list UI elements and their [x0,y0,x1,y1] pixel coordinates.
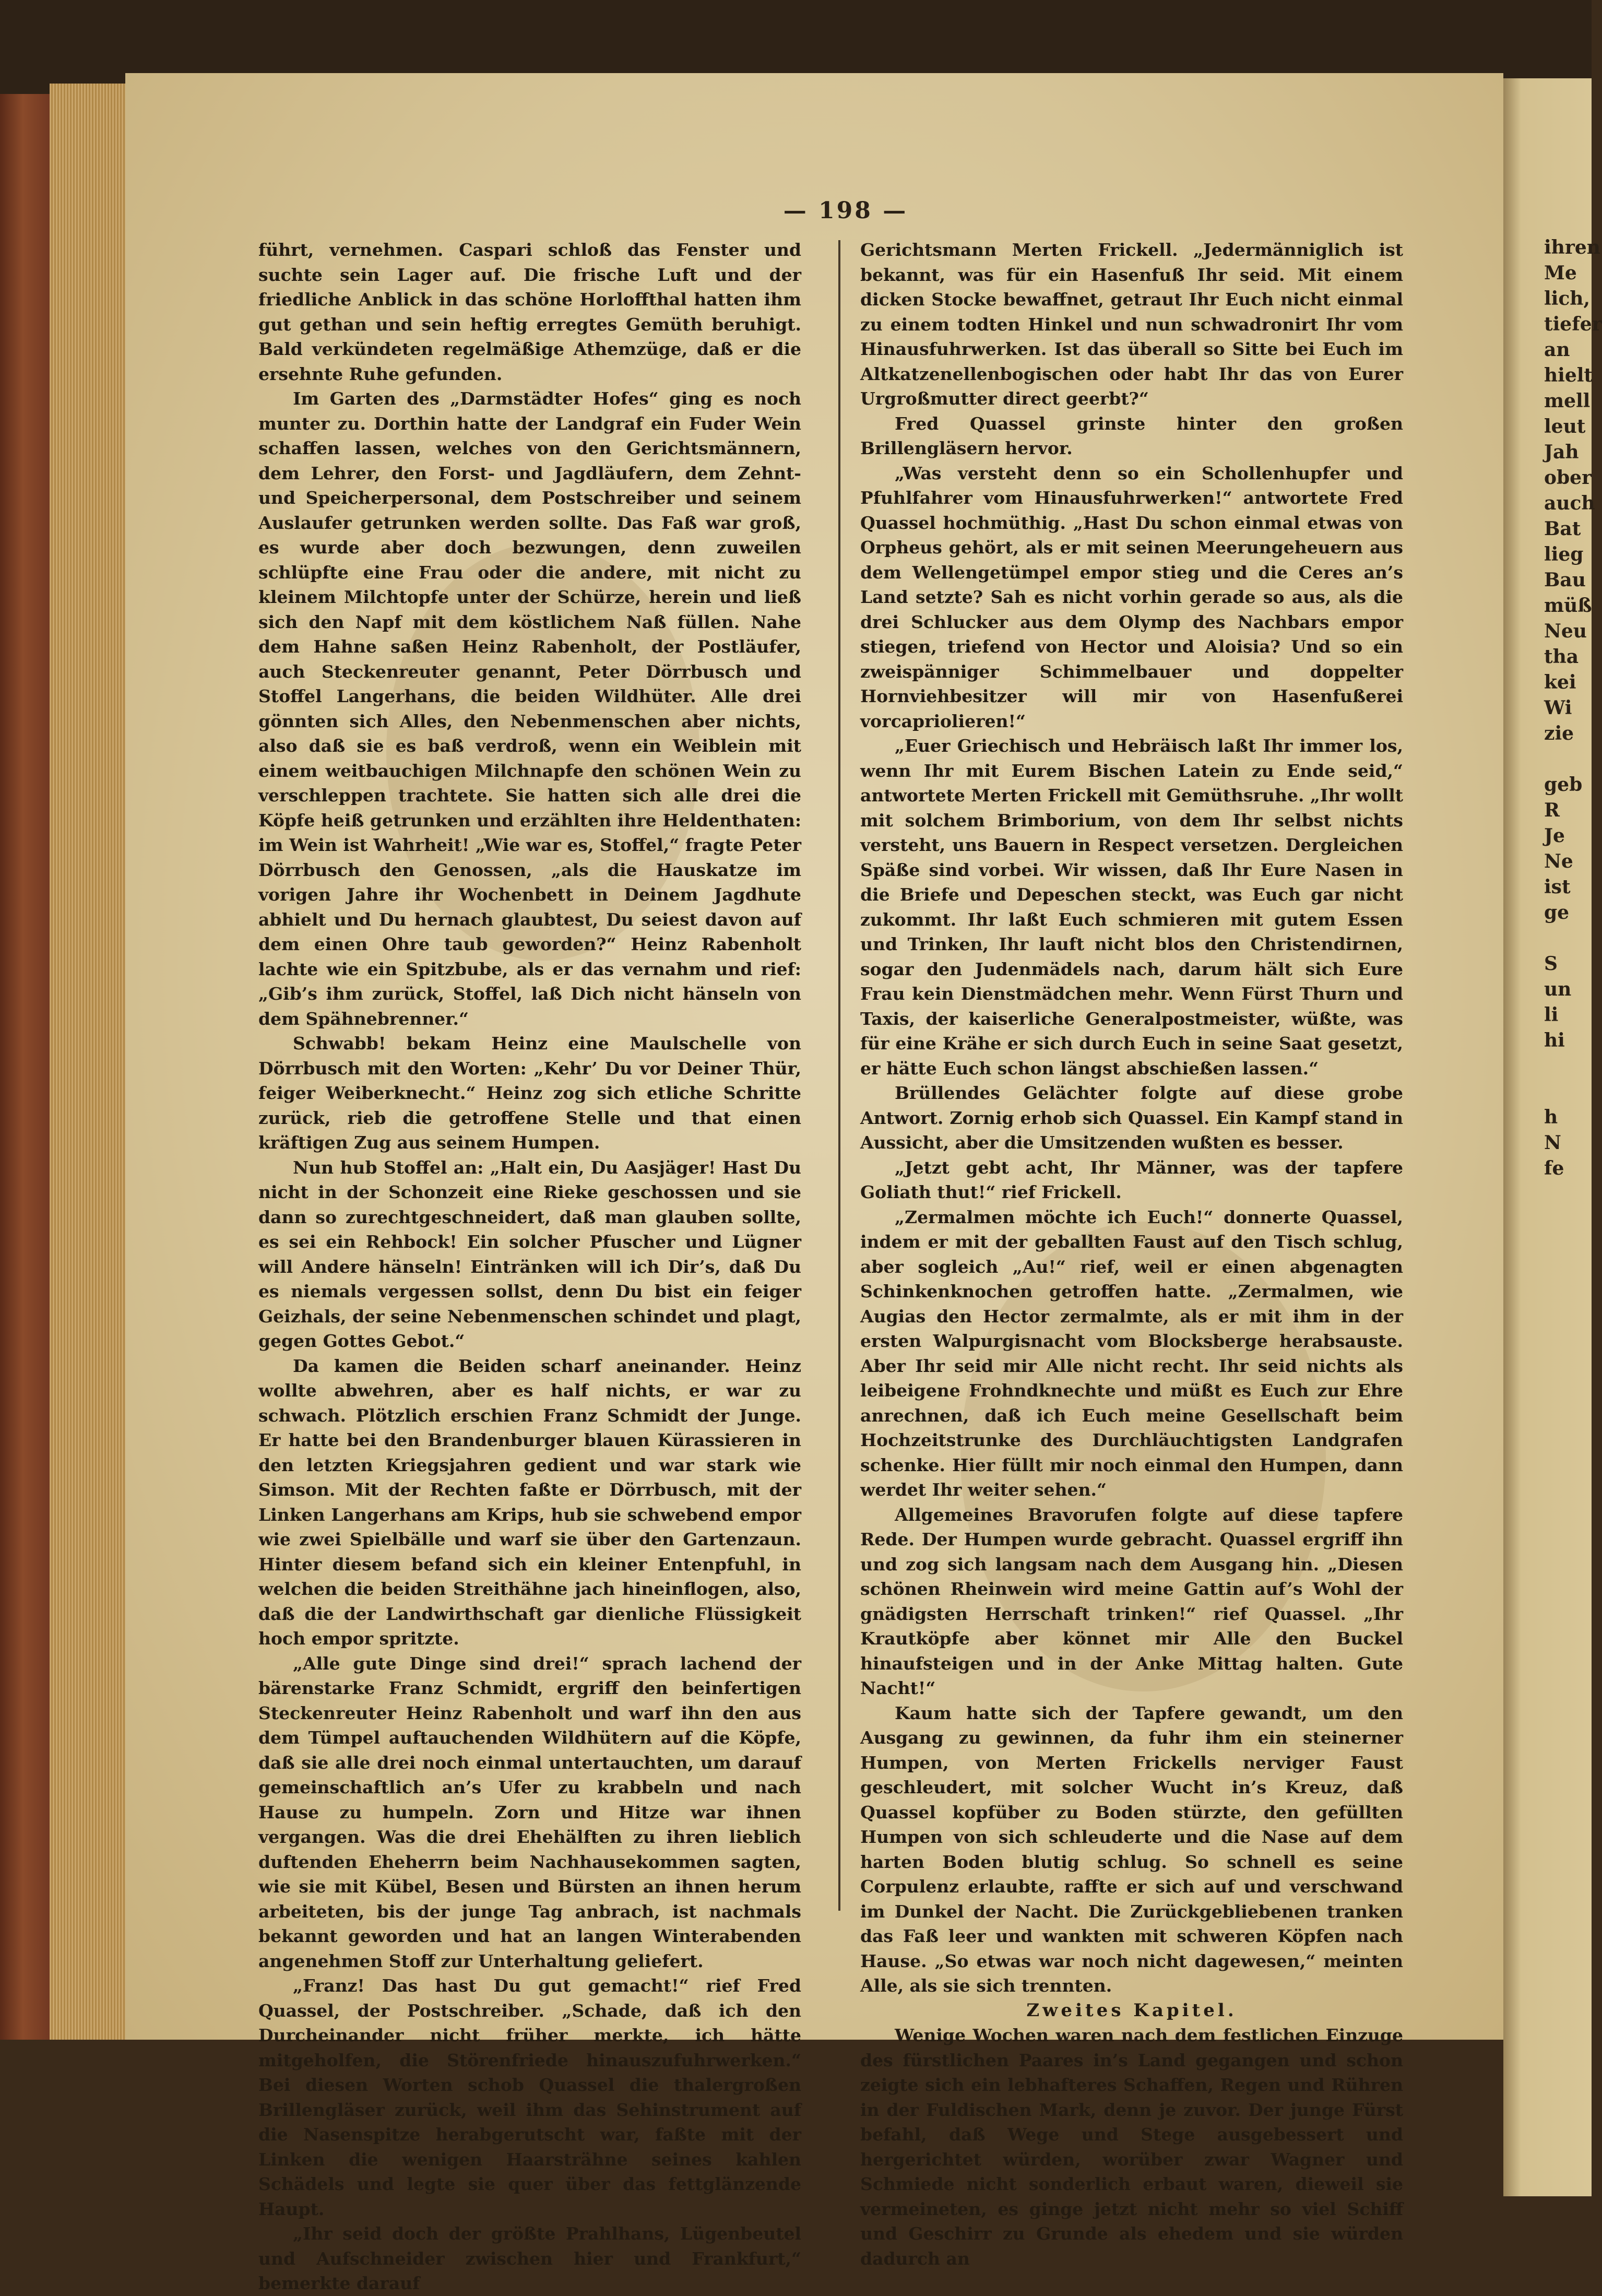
paragraph: „Zermalmen möchte ich Euch!“ donnerte Quassel, indem er mit der geballten Faust auf den Tisch schlug, aber sogleich „Au!“ rief, weil er einen abgenagten Schinkenknochen getroffen hatte. „Zermalmen, wie Augias den Hector zermalmte, als er mit ihm in der ersten Walpurgisnacht vom Blocksberge herabsauste. Aber Ihr seid mir Alle nicht recht. Ihr seid nichts als leibeigene Frohndknechte und müßt es Euch zur Ehre anrechnen, daß ich Euch meine Gesellschaft beim Hochzeitstrunke des Durchläuchtigsten Landgrafen schenke. Hier füllt mir noch einmal den Humpen, dann werdet Ihr weiter sehen.“ [860,1206,1403,1500]
next-page-fragment: mell [1544,390,1591,412]
book-spine [0,94,57,2040]
next-page-fragment: Bat [1544,518,1581,540]
next-page-fragment: kei [1544,671,1576,693]
paragraph: Gerichtsmann Merten Frickell. „Jedermänniglich ist bekannt, was für ein Hasenfuß Ihr seid. Mit einem dicken Stocke bewaffnet, getraut Ihr Euch nicht einmal zu einem todten Hinkel und nun schwadronirt Ihr vom Hinausfuhrwerken. Ist das überall so Sitte bei Euch im Altkatzenellenbogischen oder habt Ihr das von Eurer Urgroßmutter direct geerbt?“ [860,240,1403,409]
next-page-fragment: müß [1544,595,1592,617]
paragraph: Schwabb! bekam Heinz eine Maulschelle von Dörrbusch mit den Worten: „Kehr’ Du vor Deiner Thür, feiger Weiberknecht.“ Heinz zog sich etliche Schritte zurück, rieb die getroffene Stelle und that einen kräftigen Zug aus seinem Humpen. [258,1033,801,1153]
paragraph: „Franz! Das hast Du gut gemacht!“ rief Fred Quassel, der Postschreiber. „Schade, daß ich den Durcheinander nicht früher merkte, ich hätte mitgeholfen, die Störenfriede hinauszufuhrwerken.“ Bei diesen Worten schob Quassel die thalergroßen Brillengläser zurück, weil ihm das Sehinstrument auf die Nasenspitze herabgerutscht war, faßte mit der Linken die wenigen Haarsträhne seines kahlen Schädels und legte sie quer über das fettglänzende Haupt. [258,1975,801,2219]
next-page-fragment: an [1544,339,1570,361]
next-page-fragment: lich, [1544,288,1590,310]
next-page-fragment: ist [1544,876,1571,898]
next-page-fragment: tha [1544,646,1579,668]
next-page-fragment: lieg [1544,543,1584,565]
paragraph: Nun hub Stoffel an: „Halt ein, Du Aasjäger! Hast Du nicht in der Schonzeit eine Rieke geschossen und sie dann so zurechtgeschneidert, daß man glauben sollte, es sei ein Rehbock! Ein solcher Pfuscher und Lügner will Andere hänseln! Eintränken will ich Dir’s, daß Du es niemals vergessen sollst, denn Du bist ein feiger Geizhals, der seine Nebenmenschen schindet und plagt, gegen Gottes Gebot.“ [258,1157,801,1351]
next-page-fragment: Ne [1544,850,1573,872]
left-column [258,238,801,2296]
next-page-fragment: Wi [1544,697,1572,719]
paragraph: Da kamen die Beiden scharf aneinander. Heinz wollte abwehren, aber es half nichts, er war zu schwach. Plötzlich erschien Franz Schmidt der Junge. Er hatte bei den Brandenburger blauen Kürassieren in den letzten Kriegsjahren gedient und war stark wie Simson. Mit der Rechten faßte er Dörrbusch, mit der Linken Langerhans am Krips, hub sie schwebend empor wie zwei Spielbälle und warf sie über den Gartenzaun. Hinter diesem befand sich ein kleiner Entenpfuhl, in welchen die beiden Streithähne jach hineinflogen, also, daß die der Landwirthschaft gar dienliche Flüssigkeit hoch empor spritzte. [258,1355,801,1649]
paragraph: führt, vernehmen. Caspari schloß das Fenster und suchte sein Lager auf. Die frische Luft und der friedliche Anblick in das schöne Horloffthal hatten ihm gut gethan und sein heftig erregtes Gemüth beruhigt. Bald verkündeten regelmäßige Athemzüge, daß er die ersehnte Ruhe gefunden. [258,240,801,384]
next-page-fragment: Jah [1544,441,1579,463]
next-page-fragment: fe [1544,1157,1564,1179]
next-page-fragment: li [1544,1004,1559,1026]
page-number: — 198 — [783,197,908,224]
next-page-fragment: leut [1544,416,1586,437]
next-page-fragment: Bau [1544,569,1586,591]
next-page-fragment: tiefer [1544,313,1602,335]
paragraph: „Euer Griechisch und Hebräisch laßt Ihr immer los, wenn Ihr mit Eurem Bischen Latein zu Ende seid,“ antwortete Merten Frickell mit Gemüthsruhe. „Ihr wollt mit solchem Brimborium, von dem Ihr selbst nichts versteht, uns Bauern in Respect versetzen. Dergleichen Späße sind vorbei. Wir wissen, daß Ihr Eure Nasen in die Briefe und Depeschen steckt, was Euch gar nicht zukommt. Ihr laßt Euch schmieren mit gutem Essen und Trinken, Ihr lauft nicht blos den Christendirnen, sogar den Judenmädels nach, darum hält sich Eure Frau kein Dienstmädchen mehr. Wenn Fürst Thurn und Taxis, der kaiserliche Generalpostmeister, wüßte, was für eine Krähe er sich durch Euch in seine Saat gesetzt, er hätte Euch schon längst abschießen lassen.“ [860,736,1403,1079]
right-column [860,238,1403,2271]
next-page-fragment: hi [1544,1029,1565,1051]
next-page-fragment: Je [1544,825,1565,847]
paragraph: „Alle gute Dinge sind drei!“ sprach lachend der bärenstarke Franz Schmidt, ergriff den beinfertigen Steckenreuter Heinz Rabenholt und warf ihn den aus dem Tümpel auftauchenden Wildhütern auf die Köpfe, daß sie alle drei noch einmal untertauchten, um darauf gemeinschaftlich an’s Ufer zu krabbeln und nach Hause zu humpeln. Zorn und Hitze war ihnen vergangen. Was die drei Ehehälften zu ihren lieblich duftenden Eheherrn beim Nachhausekommen sagten, wie sie mit Kübel, Besen und Bürsten an ihnen herum arbeiteten, bis der junge Tag anbrach, ist nachmals bekannt geworden und hat an langen Winterabenden angenehmen Stoff zur Unterhaltung geliefert. [258,1653,801,1971]
next-page-fragment: auch [1544,492,1595,514]
next-page-fragment: Me [1544,262,1577,284]
next-page-fragment: un [1544,978,1572,1000]
paragraph: Brüllendes Gelächter folgte auf diese grobe Antwort. Zornig erhob sich Quassel. Ein Kampf stand in Aussicht, aber die Umsitzenden wußten es besser. [860,1083,1403,1153]
paragraph: „Ihr seid doch der größte Prahlhans, Lügenbeutel und Aufschneider zwischen hier und Frankfurt,“ bemerkte darauf [258,2223,801,2293]
next-page-fragment: ober [1544,467,1592,489]
column-divider [838,240,840,1911]
page-edges [50,84,128,2040]
next-page-fragment: h [1544,1106,1558,1128]
paragraph: Fred Quassel grinste hinter den großen Brillengläsern hervor. [860,413,1403,458]
next-page-fragment [1503,1079,1592,1105]
next-page-fragment: ge [1544,902,1570,924]
paragraph: Wenige Wochen waren nach dem festlichen Einzuge des fürstlichen Paares in’s Land gegangen und schon zeigte sich ein lebhafteres Schaffen, Regen und Rühren in der Fuldischen Mark, denn je zuvor. Der junge Fürst befahl, daß Wege und Stege ausgebessert und hergerichtet würden, worüber zwar Wagner und Schmiede nicht sonderlich erbaut waren, dieweil sie vermeineten, es ginge jetzt nicht mehr so viel Schiff und Geschirr zu Grunde als ehedem und sie würden dadurch an [860,2025,1403,2269]
next-page-edge [1503,78,1602,2196]
next-page-fragment: ihren [1544,236,1600,258]
next-page-fragment [1503,926,1592,951]
paragraph: Allgemeines Bravorufen folgte auf diese tapfere Rede. Der Humpen wurde gebracht. Quassel ergriff ihn und zog sich langsam nach dem Ausgang hin. „Diesen schönen Rheinwein wird meine Gattin auf’s Wohl der gnädigsten Herrschaft trinken!“ rief Quassel. „Ihr Krautköpfe aber könnet mir Alle den Buckel hinaufsteigen und in der Anke Mittag halten. Gute Nacht!“ [860,1504,1403,1698]
paragraph: Im Garten des „Darmstädter Hofes“ ging es noch munter zu. Dorthin hatte der Landgraf ein Fuder Wein schaffen lassen, welches von den Gerichtsmännern, dem Lehrer, den Forst- und Jagdläufern, dem Zehnt- und Speicherpersonal, dem Postschreiber und seinem Auslaufer getrunken werden sollte. Das Faß war groß, es wurde aber doch bezwungen, denn zuweilen schlüpfte eine Frau oder die andere, mit nicht zu kleinem Milchtopfe unter der Schürze, herein und ließ sich den Napf mit dem köstlichem Naß füllen. Nahe dem Hahne saßen Heinz Rabenholt, der Postläufer, auch Steckenreuter genannt, Peter Dörrbusch und Stoffel Langerhans, die beiden Wildhüter. Alle drei gönnten sich Alles, den Nebenmenschen aber nichts, also daß sie es baß verdroß, wenn ein Weiblein mit einem weitbauchigen Milchnapfe den schönen Wein zu verschleppen trachtete. Sie hatten sich alle drei die Köpfe heiß getrunken und erzählten ihre Heldenthaten: im Wein ist Wahrheit! „Wie war es, Stoffel,“ fragte Peter Dörrbusch den Genossen, „als die Hauskatze im vorigen Jahre ihr Wochenbett in Deinem Jagdhute abhielt und Du hernach glaubtest, Du seiest davon auf dem einen Ohre taub geworden?“ Heinz Rabenholt lachte wie ein Spitzbube, als er das vernahm und rief: „Gib’s ihm zurück, Stoffel, laß Dich nicht hänseln von dem Spähnebrenner.“ [258,388,801,1029]
next-page-fragment: hielt [1544,364,1593,386]
next-page-fragment: R [1544,799,1560,821]
paragraph: „Jetzt gebt acht, Ihr Männer, was der tapfere Goliath thut!“ rief Frickell. [860,1157,1403,1202]
paragraph: Kaum hatte sich der Tapfere gewandt, um den Ausgang zu gewinnen, da fuhr ihm ein steinerner Humpen, von Merten Frickells nerviger Faust geschleudert, mit solcher Wucht in’s Kreuz, daß Quassel kopfüber zu Boden stürzte, den gefüllten Humpen von sich schleuderte und die Nase auf dem harten Boden blutig schlug. So schnell es seine Corpulenz erlaubte, raffte er sich auf und verschwand im Dunkel der Nacht. Die Zurückgebliebenen tranken das Faß leer und wankten mit schweren Köpfen nach Hause. „So etwas war noch nicht dagewesen,“ meinten Alle, als sie sich trennten. [860,1702,1403,1996]
next-page-fragment: zie [1544,723,1574,744]
next-page-fragment [1503,1054,1592,1079]
chapter-heading: Zweites Kapitel. [1026,1999,1237,2021]
next-page-fragment: N [1544,1132,1561,1154]
next-page-fragment: geb [1544,774,1583,796]
next-page-fragment: S [1544,953,1558,975]
next-page-fragment [1503,747,1592,772]
next-page-fragment: Neu [1544,620,1587,642]
paragraph: „Was versteht denn so ein Schollenhupfer und Pfuhlfahrer vom Hinausfuhrwerken!“ antwortete Fred Quassel hochmüthig. „Hast Du schon einmal etwas von Orpheus gehört, als er mit seinen Meerungeheuern aus dem Wellengetümpel empor stieg und die Ceres an’s Land setzte? Sah es nicht vorhin gerade so aus, als die drei Schlucker aus dem Olymp des Nachbars empor stiegen, triefend von Hector und Aloisia? Und so ein zweispänniger Schimmelbauer und doppelter Hornviehbesitzer will mir von Hasenfußerei vorcapriolieren!“ [860,463,1403,731]
